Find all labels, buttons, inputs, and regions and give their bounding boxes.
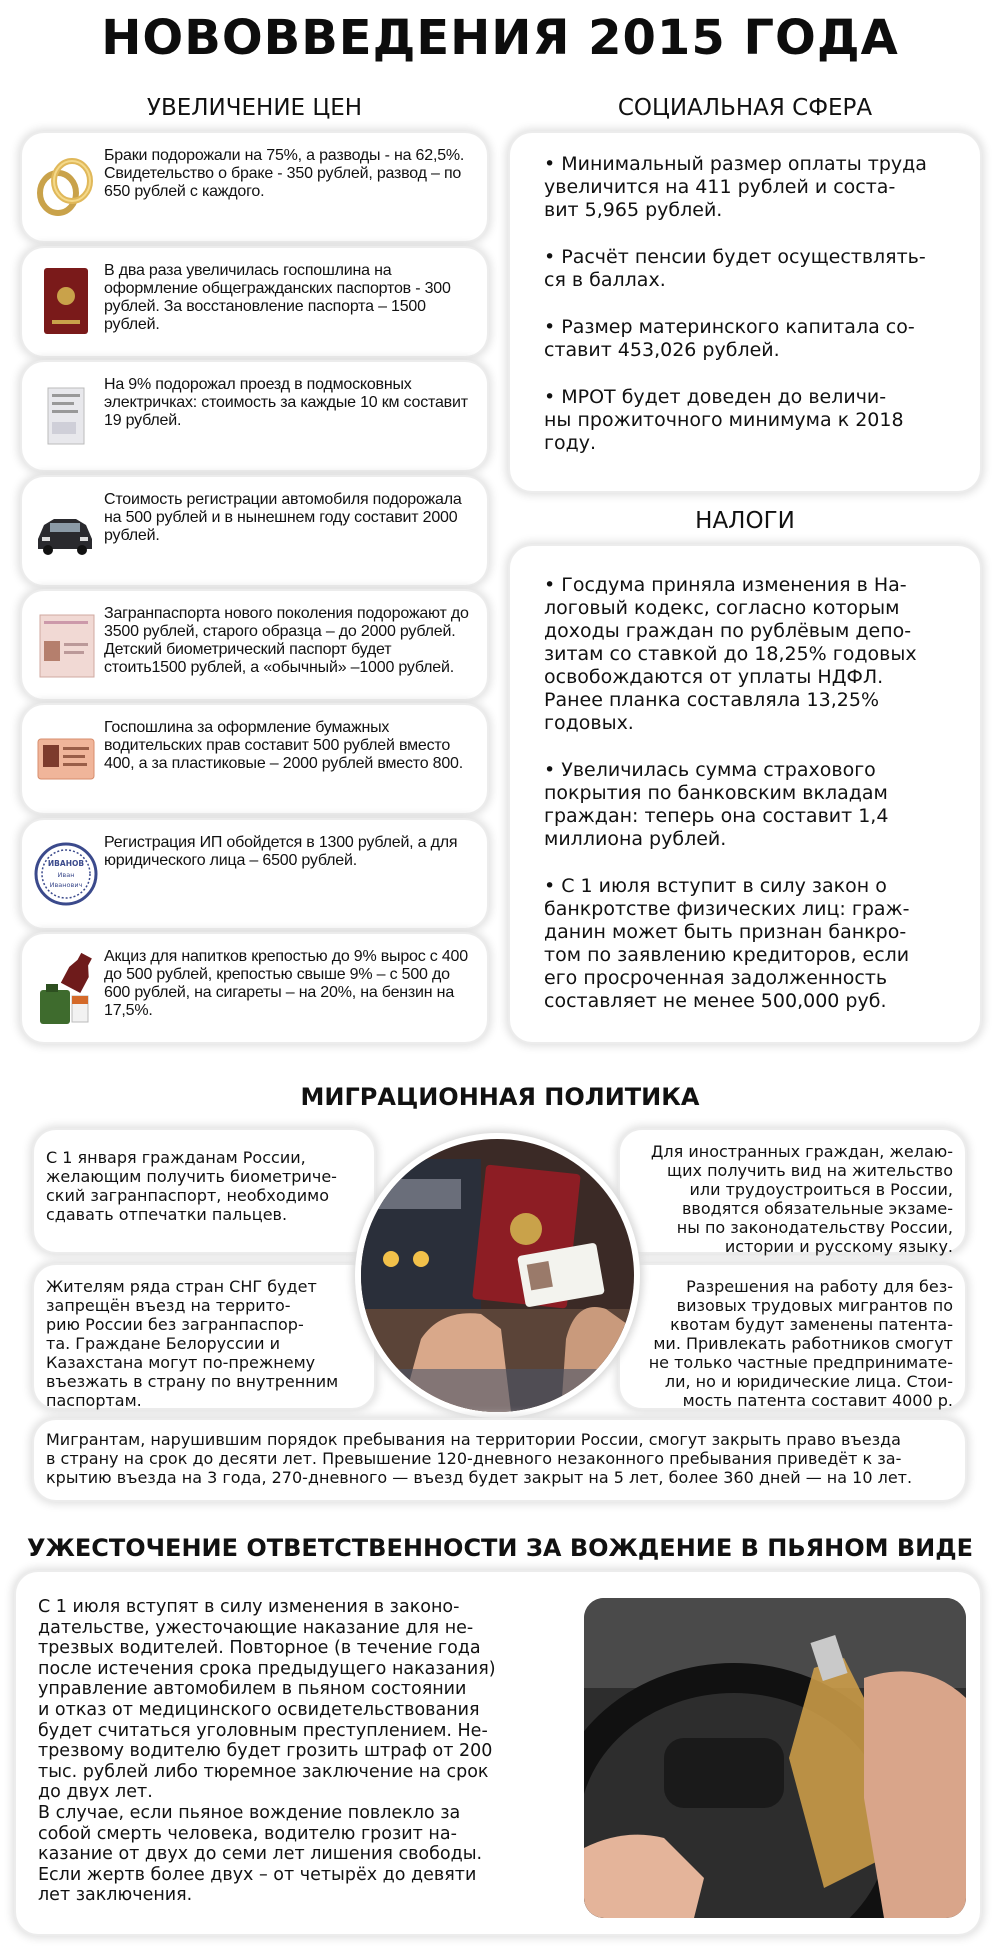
svg-text:Иван: Иван [57,871,75,879]
migration-card-bottom [34,1420,965,1500]
car-icon [32,493,98,569]
social-bullet: • Расчёт пенсии будет осуществлять- ся в баллах. [544,246,926,291]
social-bullet: • МРОТ будет доведен до величи- ны прожиточного минимума к 2018 году. [544,386,904,454]
passport-photo-icon [361,1139,634,1412]
price-text: Загранпаспорта нового поколения подорожают до 3500 рублей, старого образца – до 2000 рублей. Детский биометрический паспорт будет стоить1500 рублей, а «обычный» –1000 рублей. [104,605,469,676]
price-text: Регистрация ИП обойдется в 1300 рублей, а для юридического лица – 6500 рублей. [104,834,458,869]
social-heading: СОЦИАЛЬНАЯ СФЕРА [617,95,873,121]
migration-text: Мигрантам, нарушившим порядок пребывания на территории России, смогут закрыть право въезда в страну на срок до десяти лет. Превышение 120-дневного незаконного пребывания приведёт к за- крытию въезда на 3 года, 270-дневного — въезд будет закрыт на 5 лет, более 360 дней — на 10 лет. [46,1430,913,1487]
social-bullet: • Размер материнского капитала со- ставит 453,026 рублей. [544,316,915,361]
taxes-heading: НАЛОГИ [695,508,795,534]
price-card-foreign-passport [22,591,487,699]
migration-text: Для иностранных граждан, желаю- щих получить вид на жительство или трудоустроиться в России, вводятся обязательные экзаме- ны по законодательству России, истории и русскому языку. [650,1142,953,1256]
migration-text: Жителям ряда стран СНГ будет запрещён въезд на террито- рию России без загранпаспор- та. Граждане Белоруссии и Казахстана могут по-прежнему въезжать в страну по внутренним паспортам. [46,1277,339,1410]
drunk-heading: УЖЕСТОЧЕНИЕ ОТВЕТСТВЕННОСТИ ЗА ВОЖДЕНИЕ В ПЬЯНОМ ВИДЕ [26,1534,973,1562]
migration-card-top-left [34,1130,374,1252]
migration-text: С 1 января гражданам России, желающим получить биометриче- ский загранпаспорт, необходимо сдавать отпечатки пальцев. [46,1148,337,1224]
passport-icon [32,264,98,340]
foreign-passport-icon [32,607,98,683]
price-card-passport [22,248,487,356]
migration-text: Разрешения на работу для без- визовых трудовых мигрантов по квотам будут заменены патента- ми. Привлекать работников смогут не только частные предпринимате- ли, но и юридические лица. Стои- мость патента составит 4000 р. [648,1277,953,1410]
price-text: Стоимость регистрации автомобиля подорожала на 500 рублей и в нынешнем году составит 2000 рублей. [104,491,462,544]
social-bullet: • Минимальный размер оплаты труда увеличится на 411 рублей и соста- вит 5,965 рублей. [544,153,927,221]
tax-bullet: • Увеличилась сумма страхового покрытия по банковским вкладам граждан: теперь она составит 1,4 миллиона рублей. [544,759,889,850]
price-card-excise [22,934,487,1042]
migration-card-bottom-left [34,1265,374,1408]
bottles-icon [32,950,98,1026]
prices-heading: УВЕЛИЧЕНИЕ ЦЕН [146,95,363,121]
migration-card-bottom-right [620,1265,965,1408]
tax-bullet: • Госдума приняла изменения в На- логовый кодекс, согласно которым доходы граждан по рублёвым депо- зитам со ставкой до 18,25% годовых освобождаются от уплаты НДФЛ. Ранее планка составляла 13,25% годовых. [544,574,917,734]
migration-card-top-right [620,1130,965,1256]
taxes-card [510,546,980,1042]
price-card-registration [22,820,487,928]
drunk-text: С 1 июля вступят в силу изменения в законо- дательстве, ужесточающие наказание для не- трезвых водителей. Повторное (в течение года после истечения срока предыдущего наказания) управление автомобилем в пьяном состоянии и отказ от медицинского освидетельствования будет считаться уголовным преступлением. Не- трезвому водителю будет грозить штраф от 200 тыс. рублей либо тюремное заключение на срок до двух лет. В случае, если пьяное вождение повлекло за собой смерть человека, водителю грозит на- казание от двух до семи лет лишения свободы. Если жертв более двух – от четырёх до девяти лет заключения. [38,1597,496,1906]
price-card-car [22,477,487,585]
price-card-license [22,705,487,813]
page-title: НОВОВВЕДЕНИЯ 2015 ГОДА [101,10,899,66]
price-text: В два раза увеличилась госпошлина на оформление общегражданских паспортов - 300 рублей. За восстановление паспорта – 1500 рублей. [104,262,451,333]
price-card-marriage [22,133,487,241]
social-card [510,133,980,491]
migration-heading: МИГРАЦИОННАЯ ПОЛИТИКА [300,1083,700,1111]
price-text: Акциз для напитков крепостью до 9% вырос с 400 до 500 рублей, крепостью свыше 9% – с 500 до 600 рублей, на сигареты – на 20%, на бензин на 17,5%. [104,948,468,1019]
migration-photo-frame [355,1133,640,1418]
tax-bullet: • С 1 июля вступит в силу закон о банкротстве физических лиц: граж- данин может быть признан банкро- том по заявлению кредиторов, если его просроченная задолженность составляет не менее 500,000 руб. [544,875,910,1012]
svg-text:Иванович: Иванович [49,881,83,889]
train-ticket-icon [32,378,98,454]
drunk-driver-photo-icon [584,1598,966,1918]
price-text: Госпошлина за оформление бумажных водительских прав составит 500 рублей вместо 400, а за пластиковые – 2000 рублей вместо 800. [104,719,463,772]
stamp-icon [32,836,98,912]
price-text: Браки подорожали на 75%, а разводы - на 62,5%. Свидетельство о браке - 350 рублей, развод – по 650 рублей с каждого. [104,147,465,200]
rings-icon [32,149,98,225]
driver-license-icon [32,721,98,797]
price-card-train [22,362,487,470]
price-text: На 9% подорожал проезд в подмосковных электричках: стоимость за каждые 10 км составит 19 рублей. [104,376,468,429]
svg-text:ИВАНОВ: ИВАНОВ [47,859,85,868]
